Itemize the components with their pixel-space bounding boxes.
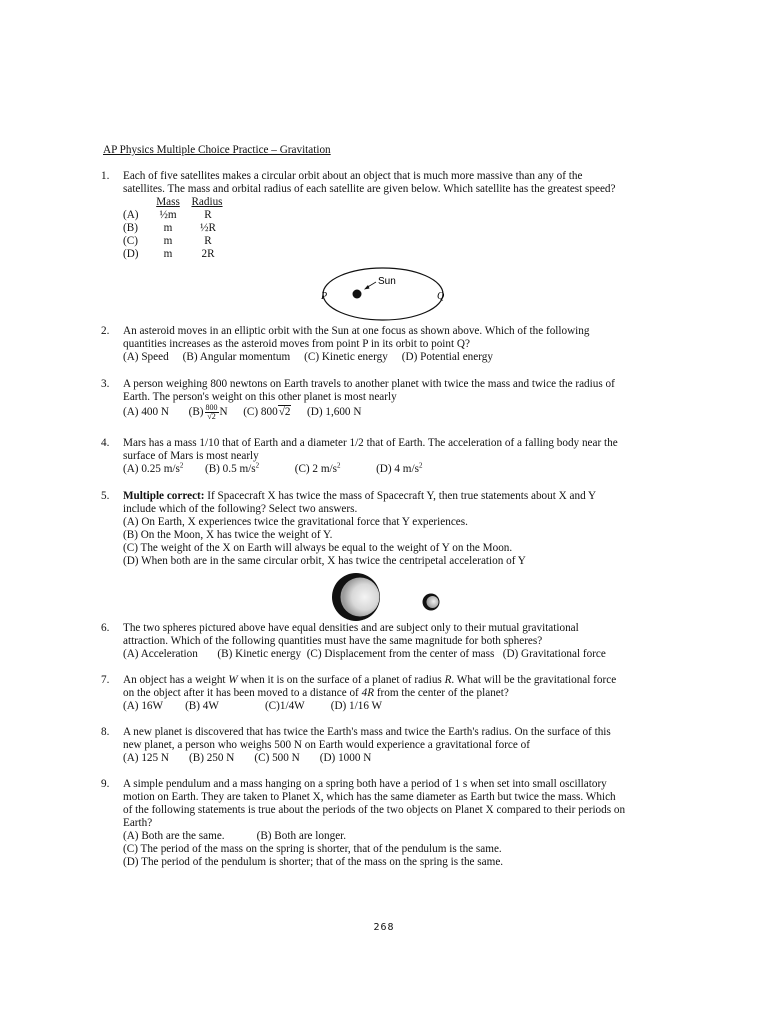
q9-choice-c: (C) The period of the mass on the spring is shorter, that of the pendulum is the same.	[123, 843, 502, 855]
q5-choice-b: (B) On the Moon, X has twice the weight of Y.	[123, 529, 333, 541]
q5-line-2: include which of the following? Select two answers.	[123, 503, 358, 515]
q1-table-row	[123, 209, 263, 222]
q9-number: 9.	[101, 778, 110, 790]
q4-line-2: surface of Mars is most nearly	[123, 450, 259, 462]
q8-text	[123, 726, 668, 765]
large-sphere-highlight	[341, 578, 380, 617]
choice-c: (C) 800	[243, 406, 278, 418]
q5-number: 5.	[101, 490, 110, 502]
q5-line-1: Multiple correct: If Spacecraft X has twice the mass of Spacecraft Y, then true statements about X and Y	[123, 490, 597, 502]
q1-table-row	[123, 235, 263, 248]
choice-label: (A)	[123, 209, 139, 221]
point-q-label: Q	[437, 291, 445, 302]
q2-line-2: quantities increases as the asteroid moves from point P in its orbit to point Q?	[123, 338, 470, 350]
mass-header: Mass	[156, 196, 180, 208]
mass-value: m	[163, 248, 173, 260]
q5-choice-c: (C) The weight of the X on Earth will always be equal to the weight of Y on the Moon.	[123, 542, 513, 554]
choice-c: (C) 2 m/s	[294, 463, 337, 475]
q9-text	[123, 778, 668, 869]
q1-table-header	[123, 196, 263, 209]
q3-number: 3.	[101, 378, 110, 390]
mass-value: m	[163, 235, 173, 247]
q9-line-1: A simple pendulum and a mass hanging on a spring both have a period of 1 s when set into small oscillatory	[123, 778, 607, 790]
choice-a: (A) 16W	[123, 700, 164, 712]
q1-number: 1.	[101, 170, 110, 182]
q7-number: 7.	[101, 674, 110, 686]
orbit-diagram	[316, 264, 450, 324]
radius-value: ½R	[200, 222, 216, 234]
q9-line-2: motion on Earth. They are taken to Planet X, which has the same diameter as Earth but twice the mass. Which	[123, 791, 616, 803]
q9-line-3: of the following statements is true about the periods of the two objects on Planet X compared to their periods on	[123, 804, 626, 816]
q4-text	[123, 437, 668, 463]
radius-header: Radius	[191, 196, 223, 208]
choice-label: (C)	[123, 235, 138, 247]
q5-choice-d: (D) When both are in the same circular orbit, X has twice the centripetal acceleration of Y	[123, 555, 526, 567]
q2-choices: (A) Speed (B) Angular momentum (C) Kinetic energy (D) Potential energy	[123, 351, 493, 363]
small-sphere-highlight	[427, 596, 439, 608]
choice-b: (B) Both are longer.	[256, 830, 347, 842]
choice-b: (B)	[188, 406, 204, 418]
sun-pointer-arrowhead	[364, 285, 370, 290]
q1-line-1: Each of five satellites makes a circular orbit about an object that is much more massive than any of the	[123, 170, 583, 182]
q7-line-1: An object has a weight W when it is on the surface of a planet of radius R. What will be the gravitational force	[123, 674, 617, 686]
fraction-800-over-root2: $\frac{800}{√2}$	[205, 402, 218, 421]
mass-value: ½m	[159, 209, 177, 221]
q6-line-1: The two spheres pictured above have equal densities and are subject only to their mutual gravitational	[123, 622, 579, 634]
q8-line-1: A new planet is discovered that has twice the Earth's mass and twice the Earth's radius. On the surface of this	[123, 726, 611, 738]
root-2: √2	[278, 406, 291, 418]
q4-line-1: Mars has a mass 1/10 that of Earth and a diameter 1/2 that of Earth. The acceleration of a falling body near the	[123, 437, 618, 449]
q1-table	[123, 196, 263, 261]
page-number: 268	[373, 922, 395, 933]
choice-a: (A) Both are the same.	[123, 830, 225, 842]
q7-text	[123, 674, 668, 713]
q7-line-2: on the object after it has been moved to a distance of 4R from the center of the planet?	[123, 687, 509, 699]
sun-label: Sun	[378, 276, 396, 287]
two-spheres-image	[330, 572, 442, 622]
choice-a: (A) 400 N	[123, 406, 169, 418]
q2-number: 2.	[101, 325, 110, 337]
q6-choices: (A) Acceleration (B) Kinetic energy (C) Displacement from the center of mass (D) Gravitational force	[123, 648, 606, 660]
mass-value: m	[163, 222, 173, 234]
choice-b: (B) 250 N	[189, 752, 235, 764]
q9-choice-d: (D) The period of the pendulum is shorter; that of the mass on the spring is the same.	[123, 856, 504, 868]
q8-line-2: new planet, a person who weighs 500 N on Earth would experience a gravitational force of	[123, 739, 530, 751]
q1-table-row	[123, 222, 263, 235]
page-title: AP Physics Multiple Choice Practice – Gravitation	[103, 144, 331, 156]
radius-value: R	[204, 235, 212, 247]
choice-b: (B) 0.5 m/s	[204, 463, 256, 475]
q6-number: 6.	[101, 622, 110, 634]
q1-line-2: satellites. The mass and orbital radius of each satellite are given below. Which satellite has the greatest speed?	[123, 183, 616, 195]
q1-table-row	[123, 248, 263, 261]
sun-dot	[353, 290, 362, 299]
q2-text	[123, 325, 668, 364]
q5-text	[123, 490, 668, 568]
q3-line-2: Earth. The person's weight on this other planet is most nearly	[123, 391, 397, 403]
choice-label: (D)	[123, 248, 139, 260]
q6-text	[123, 622, 668, 661]
q4-choices: (A) 0.25 $m/s^2$ (B) 0.5 $m/s^2$ (C) 2 $m/s^2$ (D) 4 $m/s^2$	[123, 461, 423, 475]
choice-b: (B) 4W	[185, 700, 219, 712]
q7-choices	[123, 700, 668, 713]
point-p-label: P	[321, 291, 328, 302]
choice-label: (B)	[123, 222, 138, 234]
q3-line-1: A person weighing 800 newtons on Earth travels to another planet with twice the mass and twice the radius of	[123, 378, 615, 390]
radius-value: R	[204, 209, 212, 221]
q5-choice-a: (A) On Earth, X experiences twice the gravitational force that Y experiences.	[123, 516, 468, 528]
multiple-correct-label: Multiple correct:	[123, 490, 205, 502]
choice-a: (A) 0.25 m/s	[123, 463, 180, 475]
choice-c: (C)1/4W	[264, 700, 305, 712]
radius-value: 2R	[201, 248, 215, 260]
choice-d: (D) 4 m/s	[376, 463, 419, 475]
q9-choices-ab	[123, 830, 668, 843]
q1-text	[123, 170, 668, 196]
choice-a: (A) 125 N	[123, 752, 169, 764]
q8-choices	[123, 752, 668, 765]
choice-d: (D) 1,600 N	[307, 406, 362, 418]
q2-line-1: An asteroid moves in an elliptic orbit with the Sun at one focus as shown above. Which of the following	[123, 325, 590, 337]
q4-number: 4.	[101, 437, 110, 449]
choice-c: (C) 500 N	[254, 752, 300, 764]
choice-d: (D) 1000 N	[319, 752, 372, 764]
q8-number: 8.	[101, 726, 110, 738]
q6-line-2: attraction. Which of the following quantities must have the same magnitude for both spheres?	[123, 635, 543, 647]
q9-line-4: Earth?	[123, 817, 153, 829]
q3-choices: (A) 400 N (B) $\frac{800}{√2}$ N (C) 800√2 (D) 1,600 N	[123, 402, 362, 421]
choice-d: (D) 1/16 W	[330, 700, 383, 712]
q3-text	[123, 378, 668, 404]
